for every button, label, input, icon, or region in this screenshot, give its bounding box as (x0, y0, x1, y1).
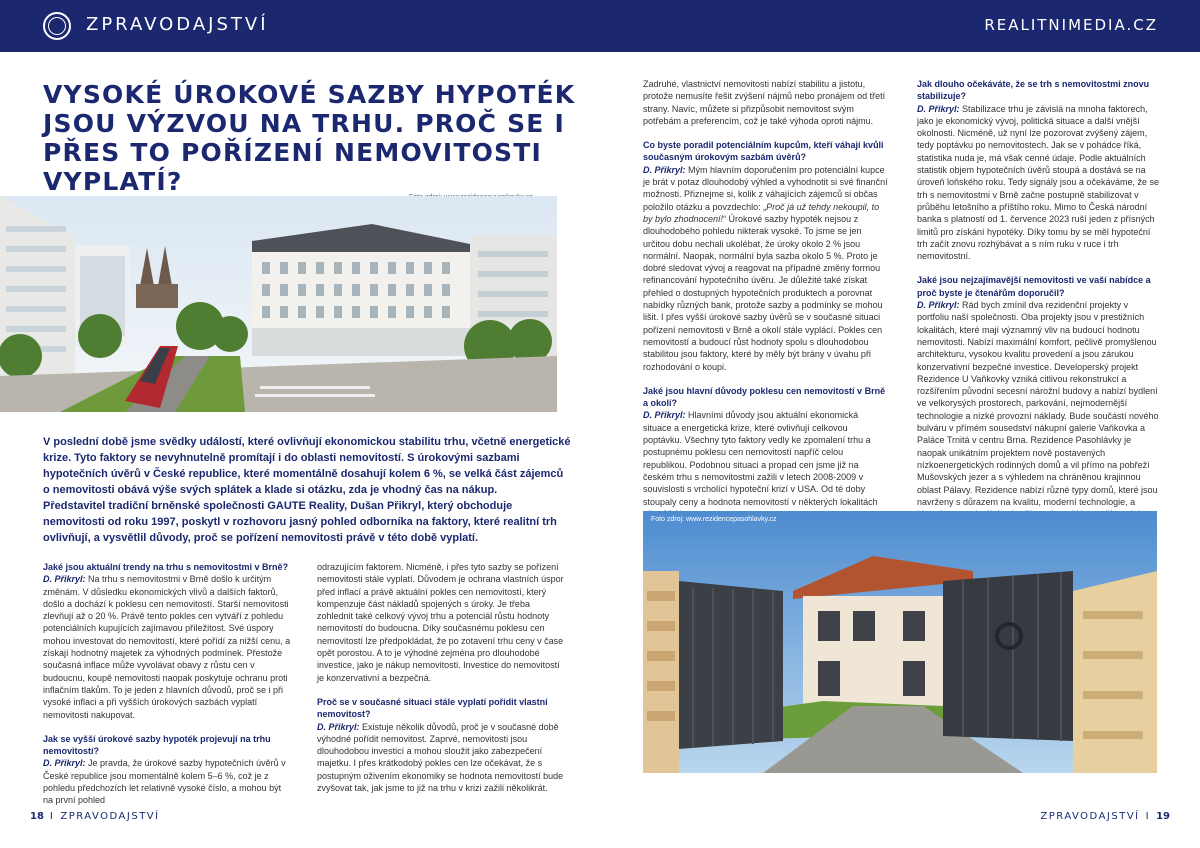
brand-name: REALITNIMEDIA.CZ (984, 16, 1158, 34)
answer-paragraph (917, 103, 1159, 263)
answer-text: Na trhu s nemovitostmi v Brně došlo k určitým změnám. V důsledku ekonomických vlivů a dalších faktorů, došlo a dochází k poklesu cen nemovitostí. Starší nemovitosti zlevňují až o 20 %. Právě tento pokles cen vytváří z pohledu potenciálních kupujících zajímavou příležitost. Své úspory mohou investovat do nemovitostí, které pořídí za nižší cenu, a získají hodnotný majetek za výhodných podmínek. Přestože současná inflace může vyvolávat obavy z růstu cen v budoucnu, koupě nemovitosti naopak poskytuje ochranu proti inflačním tlakům. To je jeden z hlavních důvodů, proč se i při vysoké inflaci a při vyšších úrokových sazbách vyplatí nemovitosti nakupovat. (43, 574, 291, 720)
header-bar (0, 0, 1200, 52)
circle-emblem-icon (43, 12, 71, 40)
question-heading: Jaké jsou nejzajímavější nemovitosti ve vaší nabídce a proč byste je čtenářům doporučil? (917, 275, 1151, 298)
page-number-left: 18 (30, 811, 44, 822)
article-column-1 (43, 561, 291, 819)
question-heading: Jak dlouho očekáváte, že se trh s nemovitostmi znovu stabilizuje? (917, 79, 1150, 102)
speaker-label: D. Přikryl: (917, 103, 960, 114)
footer-section-right: ZPRAVODAJSTVÍ (1040, 811, 1140, 822)
answer-quote: Proč já už tehdy nekoupil, to by bylo zhodnocení! (643, 201, 880, 224)
footer-right (1040, 811, 1170, 822)
speaker-label: D. Přikryl: (643, 410, 686, 421)
footer-section-left: ZPRAVODAJSTVÍ (60, 811, 160, 822)
answer-continuation: odrazujícím faktorem. Nicméně, i přes tyto sazby se pořízení nemovitosti stále vyplatí. Důvodem je ochrana vlastních úspor před inflací a právě aktuální pokles cen nemovitostí, který kompenzuje část nákladů spojených s úroky. Je třeba zohlednit také celkový vývoj trhu a potenciál růstu hodnoty nemovitostí do budoucna. Díky současnému poklesu cen nemovitostí lze předpokládat, že po zotavení trhu ceny v čase opět porostou. A to je výhodné zejména pro dlouhodobé investice, jako je nákup nemovitosti. Investice do nemovitostí je konzervativní a bezpečná. (317, 562, 564, 683)
speaker-label: D. Přikryl: (317, 721, 360, 732)
article-column-2 (317, 561, 567, 806)
page-number-right: 19 (1156, 811, 1170, 822)
footer-left (30, 811, 160, 822)
article-lead (43, 434, 573, 546)
lead-paragraph-1: V poslední době jsme svědky událostí, které ovlivňují ekonomickou stabilitu trhu, včetně energetické krize. Tyto faktory se nevyhnutelně promítají i do oblasti nemovitostí. S úrokovými sazbami hypotečních úvěrů v České republice, které momentálně dosahují kolem 6 %, se velká část zájemců o nemovitosti obává výše svých splátek a klade si otázku, zda je vhodný čas na nákup. (43, 436, 571, 496)
article-column-4 (917, 78, 1159, 545)
question-heading: Jaké jsou aktuální trendy na trhu s nemovitostmi v Brně? (43, 562, 289, 572)
footer-separator: I (49, 811, 55, 822)
speaker-label: D. Přikryl: (43, 758, 86, 769)
answer-text: Rád bych zmínil dva rezidenční projekty v portfoliu naší společnosti. Oba projekty jsou v prestižních lokalitách, které mají významný vliv na budoucí hodnotu nemovitosti. Nabízí maximální komfort, pečlivě promyšlenou architekturu, vysokou kvalitu provedení a jsou zárukou konzervativní bezpečné investice. Developerský projekt Rezidence U Vaňkovky vzniká citlivou rekonstrukcí a rozšířením původní secesní nárožní budovy a nabízí bydlení ve velkorysých prostorech, parkování, nejmodernější technologie a nízké provozní náklady. Bude součástí nového bulváru v přímém sousedství nákupní galerie Vaňkovka a Paláce Trnitá v centru Brna. Rezidence Pasohlávky je naopak unikátním projektem nově postavených nízkoenergetických rodinných domů a vil přímo na pobřeží Mušovských jezer a s výhledem na chráněnou krajinnou oblast Pálavy. Rezidence nabízí různé typy domů, které jsou navrženy s důrazem na kvalitu, moderní technologie, a (917, 300, 1159, 507)
answer-text: Hlavními důvody jsou aktuální ekonomická situace a energetická krize, které ovlivňují celkovou poptávku. Všechny tyto faktory vedly ke zpomalení trhu a postupnému poklesu cen nemovitostí napříč celou republikou. Podobnou situaci a propad cen jsme již na českém trhu s nemovitostmi zažili v letech 2008-2009 v souvislosti s vrcholící hypoteční krizí v USA. Od té doby stoupaly ceny a hodnota nemovitostí v některých lokalitách (643, 410, 878, 507)
question-heading: Proč se v současné situaci stále vyplatí pořídit vlastní nemovitost? (317, 696, 548, 720)
answer-paragraph (917, 299, 1159, 533)
article-title: VYSOKÉ ÚROKOVÉ SAZBY HYPOTÉK JSOU VÝZVOU NA TRHU. PROČ SE I PŘES TO POŘÍZENÍ NEMOVITOSTI VYPLATÍ? (43, 80, 576, 196)
photo-credit-2: Foto zdroj: www.rezidencepasohlavky.cz (651, 516, 777, 523)
answer-paragraph (643, 409, 888, 520)
speaker-label: D. Přikryl: (917, 300, 960, 311)
street-photo (0, 196, 557, 412)
article-column-3 (643, 78, 888, 532)
question-heading: Jak se vyšší úrokové sazby hypoték projevují na trhu nemovitostí? (43, 733, 271, 757)
answer-paragraph (643, 164, 888, 373)
street-illustration (0, 196, 557, 412)
answer-paragraph (43, 573, 291, 721)
answer-text: Stabilizace trhu je závislá na mnoha faktorech, jako je ekonomický vývoj, politická situace a další vnější okolnosti. Nicméně, už nyní lze pozorovat zvýšený zájem, tedy poptávku po nemovitostech. Jak se v pohádce říká, statistika nuda je, má však cenné údaje. Podle aktuálních statistik objem hypotečních úvěrů stoupá a dostává se na úroveň loňského roku. Tedy signály jsou a očekáváme, že se trh s nemovitostmi v Brně začne postupně stabilizovat v průběhu letošního a příštího roku. Mimo to Česká národní banka s platností od 1. července 2023 ruší jeden z přísných limitů pro získání hypotéky. Díky tomu by se měl hypoteční trh začít znovu rozhýbávat a s ním ruku v ruce i trh nemovitostní. (917, 103, 1159, 262)
answer-text: “ Úrokové sazby hypoték nejsou z dlouhodobého pohledu nikterak vysoké. To jsme se jen určitou dobu nechali ukolébat, že úroky okolo 2 % jsou normální. Naopak, normální byla sazba okolo 5 %. Proto je dobré sledovat vývoj a reagovat na případné změny formou refinancování hypotečního úvěru. Je důležité také získat přehled o dostupných hypotečních produktech a porovnat nabídky různých bank, protože sazby a podmínky se mohou lišit. I přes vyšší úrokové sazby úvěrů se v současné situaci pořízení nemovitosti v Brně a okolí stále vyplácí. Pokles cen nemovitostí a budoucí růst hodnoty spolu s dlouhodobou stabilitou jsou faktory, které by měly být brány v úvahu při rozhodování o koupi. (643, 213, 883, 372)
villa-photo (643, 511, 1157, 773)
answer-paragraph (317, 721, 567, 795)
lead-paragraph-2: Představitel tradiční brněnské společnosti GAUTE Reality, Dušan Přikryl, který obchoduje nemovitosti od roku 1997, poskytl v rozhovoru jasný pohled odborníka na faktory, které realitní trh ovlivňují, a vysvětlil důvody, proč se pořízení nemovitosti právě v této době vyplatí. (43, 500, 557, 544)
answer-continuation: Zadruhé, vlastnictví nemovitosti nabízí stabilitu a jistotu, protože nemusíte řešit zvýšení nájmů nebo pronájem od třetí strany. Navíc, můžete si přizpůsobit nemovitost svým potřebám a preferencím, což je také výhoda oproti nájmu. (643, 79, 886, 126)
answer-text: Mým hlavním doporučením pro potenciální kupce je brát v potaz dlouhodobý výhled a vyhodnotit si své finanční možnosti. Přiznejme si, kolik z váhajících zájemců si občas položilo otázku a povzdechlo: „ (643, 164, 888, 212)
question-heading: Jaké jsou hlavní důvody poklesu cen nemovitostí v Brně a okolí? (643, 385, 886, 409)
villa-illustration (643, 511, 1157, 773)
speaker-label: D. Přikryl: (43, 574, 86, 585)
footer-separator: I (1145, 811, 1151, 822)
answer-paragraph (43, 757, 291, 806)
answer-text: Je pravda, že úrokové sazby hypotečních úvěrů v České republice jsou momentálně kolem 5–6 %, což je z pohledu předchozích let relativně vysoké číslo, a mohou být na první pohled (43, 758, 286, 806)
question-heading: Co byste poradil potenciálním kupcům, kteří váhají kvůli současným úrokovým sazbám úvěrů? (643, 140, 884, 163)
section-title: ZPRAVODAJSTVÍ (86, 14, 269, 35)
answer-text: Existuje několik důvodů, proč je v současné době výhodné pořídit nemovitost. Zaprvé, nemovitosti jsou dlouhodobou investicí a mohou sloužit jako zabezpečení majetku. I přes krátkodobý pokles cen lze očekávat, že s postupným oživením ekonomiky se hodnota nemovitostí bude zvyšovat tak, jak jsme to již na trhu v krizi zažili několikrát. (317, 721, 564, 794)
speaker-label: D. Přikryl: (643, 164, 686, 175)
